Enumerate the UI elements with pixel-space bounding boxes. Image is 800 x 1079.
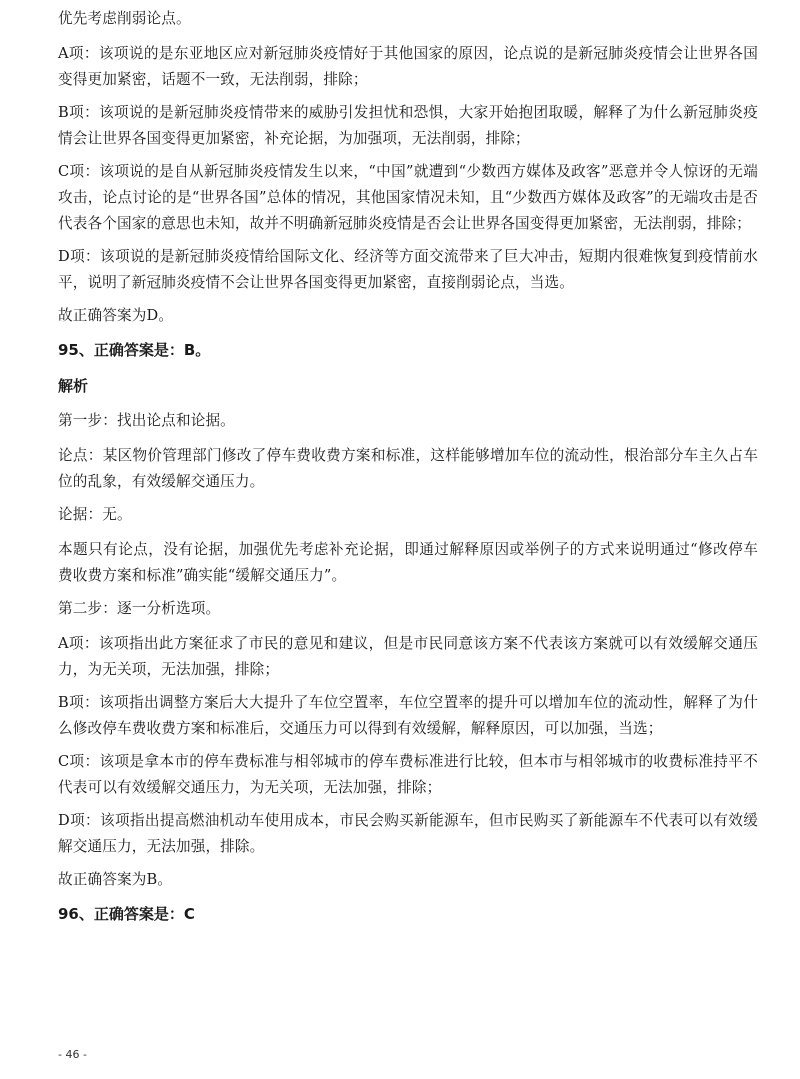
page-number: - 46 - <box>58 1048 87 1061</box>
q95-conclusion: 故正确答案为B。 <box>58 871 173 888</box>
q94-option-d-analysis: D项：该项说的是新冠肺炎疫情给国际文化、经济等方面交流带来了巨大冲击，短期内很难恢复到疫情前水平，说明了新冠肺炎疫情不会让世界各国变得更加紧密，直接削弱论点，当选。 <box>58 248 758 291</box>
q95-step-two: 第二步：逐一分析选项。 <box>58 600 221 617</box>
q95-answer-heading: 95、正确答案是：B。 <box>58 341 211 359</box>
q95-evidence: 论据：无。 <box>58 506 132 523</box>
q95-step-one: 第一步：找出论点和论据。 <box>58 412 235 429</box>
q95-strategy: 本题只有论点，没有论据，加强优先考虑补充论据，即通过解释原因或举例子的方式来说明通过“修改停车费收费方案和标准”确实能“缓解交通压力”。 <box>58 541 758 584</box>
q96-answer-heading: 96、正确答案是：C <box>58 905 195 923</box>
q95-option-b-analysis: B项：该项指出调整方案后大大提升了车位空置率，车位空置率的提升可以增加车位的流动性，解释了为什么修改停车费收费方案和标准后，交通压力可以得到有效缓解，解释原因，可以加强，当选； <box>58 694 758 737</box>
q94-text-continuation: 优先考虑削弱论点。 <box>58 10 191 27</box>
q94-conclusion: 故正确答案为D。 <box>58 307 174 324</box>
q95-argument: 论点：某区物价管理部门修改了停车费收费方案和标准，这样能够增加车位的流动性，根治部分车主久占车位的乱象，有效缓解交通压力。 <box>58 447 758 490</box>
q95-option-c-analysis: C项：该项是拿本市的停车费标准与相邻城市的停车费标准进行比较，但本市与相邻城市的收费标准持平不代表可以有效缓解交通压力，为无关项，无法加强，排除； <box>58 753 758 796</box>
q94-option-b-analysis: B项：该项说的是新冠肺炎疫情带来的威胁引发担忧和恐惧，大家开始抱团取暖，解释了为什么新冠肺炎疫情会让世界各国变得更加紧密，补充论据，为加强项，无法削弱，排除； <box>58 104 758 147</box>
q94-option-c-analysis: C项：该项说的是自从新冠肺炎疫情发生以来，“中国”就遭到“少数西方媒体及政客”恶意并令人惊讶的无端攻击，论点讨论的是“世界各国”总体的情况，其他国家情况未知，且“少数西方媒体及政客”的无端攻击是否代表各个国家的意思也未知，故并不明确新冠肺炎疫情是否会让世界各国变得更加紧密，无法削弱，排除； <box>58 163 758 232</box>
q95-option-a-analysis: A项：该项指出此方案征求了市民的意见和建议，但是市民同意该方案不代表该方案就可以有效缓解交通压力，为无关项，无法加强，排除； <box>58 635 758 678</box>
page-content <box>58 6 758 938</box>
q94-option-a-analysis: A项：该项说的是东亚地区应对新冠肺炎疫情好于其他国家的原因，论点说的是新冠肺炎疫情会让世界各国变得更加紧密，话题不一致，无法削弱，排除； <box>58 45 758 88</box>
q95-option-d-analysis: D项：该项指出提高燃油机动车使用成本，市民会购买新能源车，但市民购买了新能源车不代表可以有效缓解交通压力，无法加强，排除。 <box>58 812 758 855</box>
q95-analysis-label: 解析 <box>58 377 89 395</box>
